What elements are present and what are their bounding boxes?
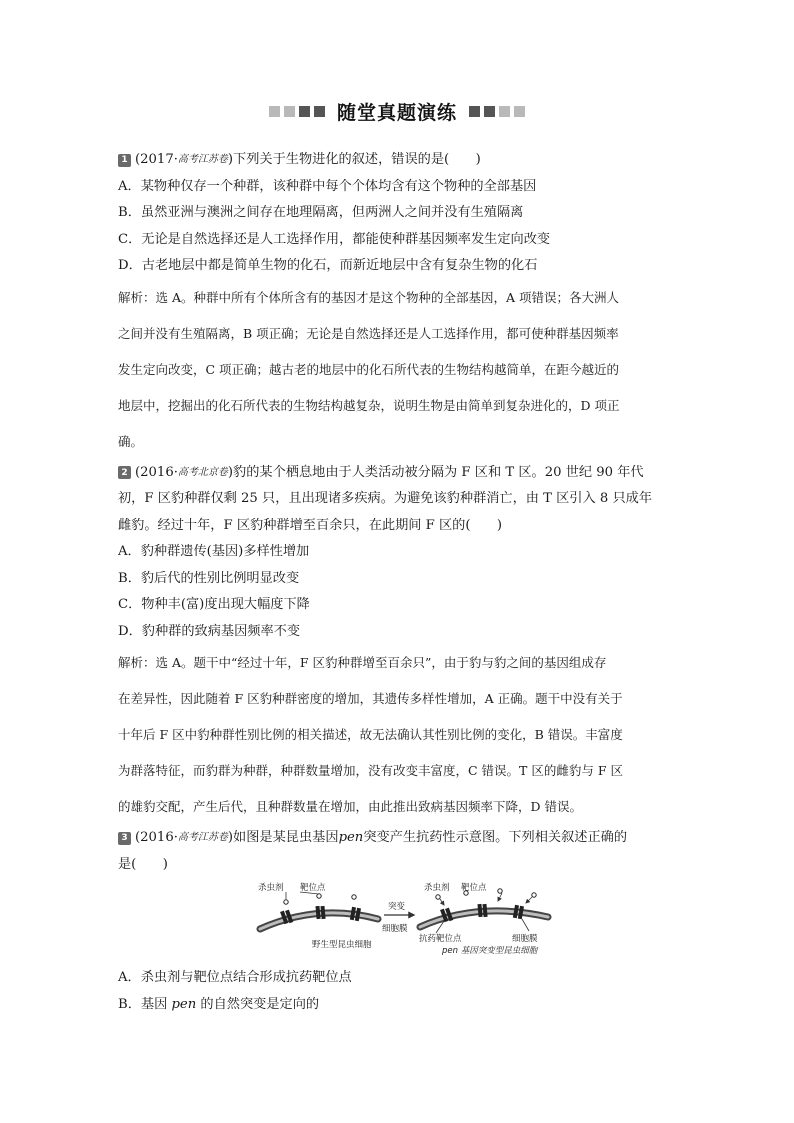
header-decoration-left [267,102,327,121]
fig-arrow-label: 突变 [388,902,406,912]
q2-year: (2016· [135,464,178,480]
q1-explanation [118,280,678,460]
q1-option-c: C．无论是自然选择还是人工选择作用，都能使种群基因频率发生定向改变 [118,231,551,247]
q2-number-badge: 2 [118,466,131,479]
q1-year: (2017· [135,152,178,167]
q1-option-b: B．虽然亚洲与澳洲之间存在地理隔离，但两洲人之间并没有生殖隔离 [118,205,524,220]
q2-option-a: A．豹种群遗传(基因)多样性增加 [118,544,310,559]
q2-explanation-line: 为群落特征，而豹群为种群，种群数量增加，没有改变丰富度，C 错误。T 区的雌豹与 F 区 [118,763,623,778]
q3-option-b [118,992,678,1019]
q1-explanation-line: 之间并没有生殖隔离，B 项正确；无论是自然选择还是人工选择作用，都可使种群基因频率 [118,325,619,341]
content [118,147,678,1018]
q1-explanation-line: 确。 [118,433,144,449]
q2-explanation-line: 在差异性，因此随着 F 区豹种群密度的增加，其遗传多样性增加，A 正确。题干中没有关于 [118,691,623,706]
q1-explanation-line: 发生定向改变，C 项正确；越古老的地层中的化石所代表的生物结构越简单，在距今越近的 [118,361,620,377]
q2-option-b: B．豹后代的性别比例明显改变 [118,570,300,586]
q1-explanation-line: 解析：选 A。种群中所有个体所含有的基因才是这个物种的全部基因，A 项错误；各大洲人 [118,289,620,305]
fig-right-insecticide: 杀虫剂 [424,883,450,893]
q3-stem [118,825,678,852]
q3-stem-line: 是( ) [118,856,168,872]
q3-figure [118,881,678,963]
fig-right-membrane: 细胞膜 [512,934,538,944]
q2-explanation-line: 解析：选 A。题干中“经过十年，F 区豹种群增至百余只”，由于豹与豹之间的基因组成存 [118,655,607,670]
q3-option-b-text-2: 的自然突变是定向的 [196,996,320,1012]
q2-explanation [118,645,678,825]
q2-explanation-line: 十年后 F 区中豹种群性别比例的相关描述，故无法确认其性别比例的变化，B 错误。丰富度 [118,727,623,742]
q2-stem-text: )豹的某个栖息地由于人类活动被分隔为 F 区和 T 区。20 世纪 90 年代 [227,464,644,480]
q1-source: 高考江苏卷 [177,154,228,165]
fig-left-caption: 野生型昆虫细胞 [312,940,372,950]
q3-stem-text: )如图是某昆虫基因 [227,830,339,845]
q3-option-b-text: B．基因 [118,996,172,1012]
q2-option-c: C．物种丰(富)度出现大幅度下降 [118,597,310,612]
q1-number-badge: 1 [118,154,131,167]
wild-type-membrane [260,892,378,929]
fig-left-insecticide: 杀虫剂 [258,883,284,893]
q1-stem [118,147,678,174]
q1-option-a: A．某物种仅存一个种群，该种群中每个个体均含有这个物种的全部基因 [118,178,537,194]
q3-stem-text-2: 突变产生抗药性示意图。下列相关叙述正确的 [363,830,628,845]
q3-source: 高考江苏卷 [177,832,228,843]
q3-gene-name: pen [338,830,364,845]
q3-option-b-gene: pen [171,996,197,1012]
q2-stem [118,460,678,487]
fig-right-target: 靶位点 [461,883,487,893]
q1-option-d: D．古老地层中都是简单生物的化石，而新近地层中含有复杂生物的化石 [118,258,538,273]
q1-explanation-line: 地层中，挖掘出的化石所代表的生物结构越复杂，说明生物是由简单到复杂进化的，D 项正 [118,397,620,413]
section-title: 随堂真题演练 [336,101,457,124]
q2-source: 高考北京卷 [177,466,228,478]
q2-option-d: D．豹种群的致病基因频率不变 [118,623,301,639]
fig-left-membrane: 细胞膜 [382,924,408,934]
q2-stem-line: 初，F 区豹种群仅剩 25 只，且出现诸多疾病。为避免该豹种群消亡，由 T 区引入 8 只成年 [118,491,653,506]
header-decoration-right [467,102,527,121]
fig-right-caption: pen 基因突变型昆虫细胞 [442,946,538,956]
mutant-membrane [420,889,548,933]
q3-option-a: A．杀虫剂与靶位点结合形成抗药靶位点 [118,970,352,985]
q2-explanation-line: 的雄豹交配，产生后代，且种群数量在增加，由此推出致病基因频率下降，D 错误。 [118,799,582,814]
q1-stem-text: )下列关于生物进化的叙述，错误的是( ) [227,152,481,167]
q3-year: (2016· [135,830,178,845]
q3-number-badge: 3 [118,832,131,845]
q2-stem-line: 雌豹。经过十年，F 区豹种群增至百余只，在此期间 F 区的( ) [118,517,503,533]
fig-left-target: 靶位点 [300,883,326,893]
fig-right-resistant-target: 抗药靶位点 [419,934,462,944]
mutation-diagram [256,881,556,961]
section-header [0,96,794,126]
